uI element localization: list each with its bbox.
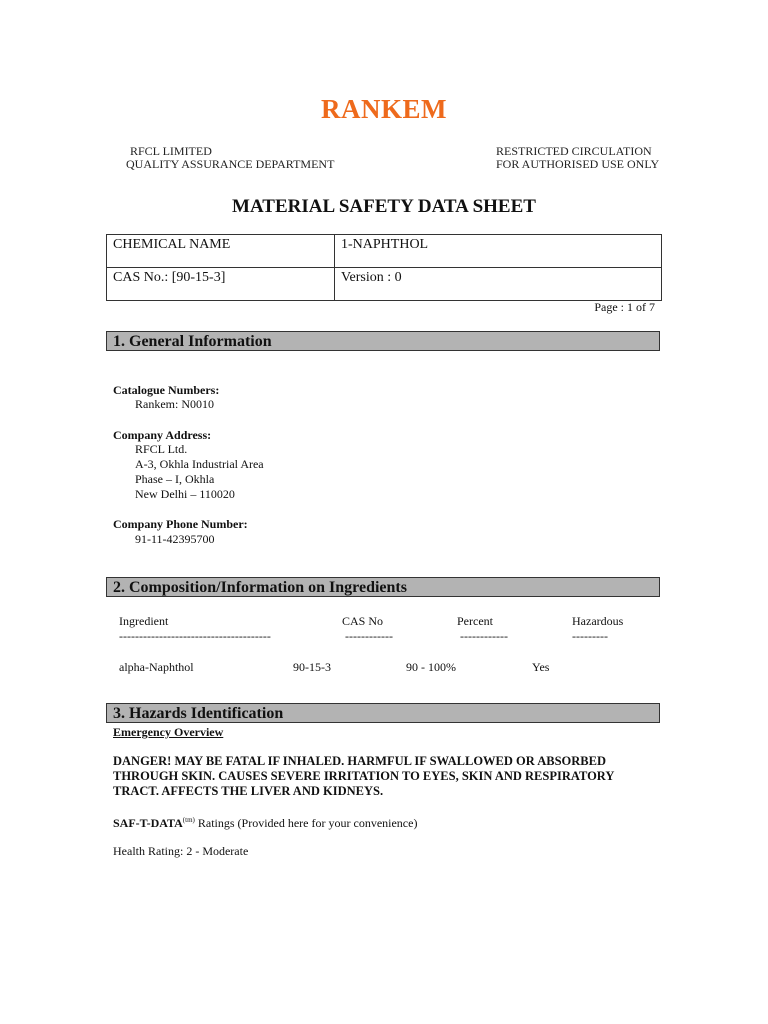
page-indicator: Page : 1 of 7 [594,300,655,314]
phone-label: Company Phone Number: [113,517,248,531]
section-heading-general: 1. General Information [106,331,660,351]
circulation-line2: FOR AUTHORISED USE ONLY [496,157,660,171]
address-line: Phase – I, Okhla [135,472,215,486]
company-header [126,144,335,171]
chemical-name-label: CHEMICAL NAME [113,237,231,252]
address-line: RFCL Ltd. [135,442,188,456]
phone-value: 91-11-42395700 [135,532,215,546]
version-number: Version : 0 [341,270,402,285]
chemical-name-value: 1-NAPHTHOL [341,237,429,252]
column-header-ingredient: Ingredient [119,614,169,628]
catalogue-value: Rankem: N0010 [135,397,214,411]
address-line: A-3, Okhla Industrial Area [135,457,264,471]
circulation-notice [496,145,659,171]
table-cell [335,268,662,301]
company-name: RFCL LIMITED [130,144,212,158]
address-label: Company Address: [113,428,212,442]
divider-dashes: --------- [572,629,608,643]
document-title: MATERIAL SAFETY DATA SHEET [232,196,536,217]
column-header-cas: CAS No [342,614,384,628]
address-block [135,442,264,502]
department-name: QUALITY ASSURANCE DEPARTMENT [126,157,335,171]
saf-t-data-ratings [113,813,417,831]
column-header-percent: Percent [457,614,493,628]
brand-logo: RANKEM [321,94,447,124]
catalogue-label: Catalogue Numbers: [113,383,220,397]
ingredient-name: alpha-Naphthol [119,660,194,674]
trademark-mark: (tm) [182,816,195,824]
emergency-overview-heading: Emergency Overview [113,725,224,739]
ingredient-hazardous: Yes [532,660,550,674]
table-cell [107,235,335,268]
cas-number: CAS No.: [90-15-3] [113,270,226,285]
divider-dashes: ------------ [460,629,508,643]
column-header-hazardous: Hazardous [572,614,624,628]
saf-t-data-label: SAF-T-DATA [113,816,183,830]
chemical-info-table [106,234,662,301]
saf-t-data-note: Ratings (Provided here for your convenience) [194,816,418,830]
section-heading-hazards: 3. Hazards Identification [106,703,660,723]
health-rating: Health Rating: 2 - Moderate [113,844,249,858]
circulation-line1: RESTRICTED CIRCULATION [496,144,652,158]
ingredient-percent: 90 - 100% [406,660,456,674]
table-row [107,235,662,268]
ingredient-cas: 90-15-3 [293,660,331,674]
table-cell [107,268,335,301]
section-heading-composition: 2. Composition/Information on Ingredients [106,577,660,597]
divider-dashes: ------------ [345,629,393,643]
address-line: New Delhi – 110020 [135,487,235,501]
danger-statement: DANGER! MAY BE FATAL IF INHALED. HARMFUL IF SWALLOWED OR ABSORBED THROUGH SKIN. CAUSES SEVERE IRRITATION TO EYES, SKIN AND RESPIRATORY TRACT. AFFECTS THE LIVER AND KIDNEYS. [113,754,614,798]
divider-dashes: -------------------------------------- [119,629,271,643]
table-row [107,268,662,301]
table-cell [335,235,662,268]
